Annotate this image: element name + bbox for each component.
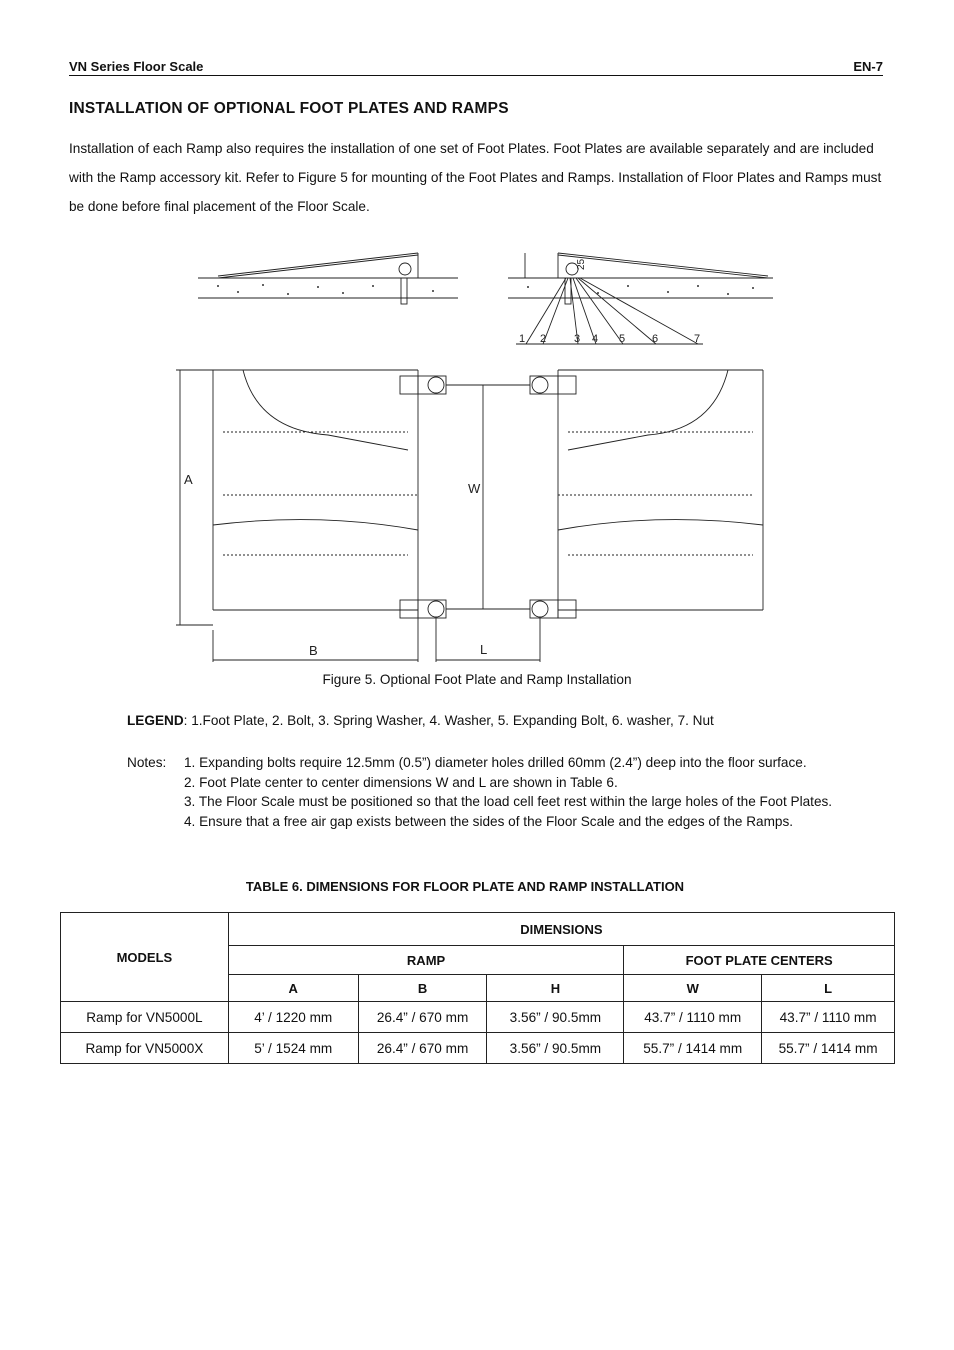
callout-1: 1 bbox=[519, 333, 526, 345]
dimension-label-w: W bbox=[468, 481, 481, 496]
figure-caption: Figure 5. Optional Foot Plate and Ramp Installation bbox=[322, 672, 632, 687]
column-header-b: B bbox=[358, 975, 487, 1002]
dimension-label-b: B bbox=[309, 643, 318, 658]
table-cell: 4’ / 1220 mm bbox=[228, 1002, 358, 1033]
table-cell: 43.7” / 1110 mm bbox=[762, 1002, 895, 1033]
callout-2: 2 bbox=[540, 333, 547, 345]
callout-4: 4 bbox=[592, 333, 599, 345]
table-row bbox=[61, 1033, 895, 1064]
table-cell: 55.7” / 1414 mm bbox=[624, 1033, 762, 1064]
legend-text: : 1.Foot Plate, 2. Bolt, 3. Spring Washer, 4. Washer, 5. Expanding Bolt, 6. washer, 7. Nut bbox=[183, 713, 714, 728]
notes-label: Notes: bbox=[127, 755, 167, 770]
foot-plate-centers-header: FOOT PLATE CENTERS bbox=[624, 946, 895, 975]
callout-7: 7 bbox=[694, 333, 701, 345]
note-item: 2. Foot Plate center to center dimensions W and L are shown in Table 6. bbox=[184, 774, 618, 790]
column-header-w: W bbox=[624, 975, 762, 1002]
header-title: VN Series Floor Scale bbox=[69, 59, 204, 74]
notes-list bbox=[184, 753, 904, 831]
column-header-l: L bbox=[762, 975, 895, 1002]
model-cell: Ramp for VN5000L bbox=[61, 1002, 229, 1033]
left-scale-plan bbox=[213, 370, 446, 618]
table-cell: 26.4” / 670 mm bbox=[358, 1002, 487, 1033]
right-ramp-elevation bbox=[508, 253, 773, 344]
legend-label: LEGEND bbox=[127, 713, 184, 728]
dimension-label-l: L bbox=[480, 642, 488, 657]
callout-6: 6 bbox=[652, 333, 659, 345]
dimension-25: 25 bbox=[576, 258, 587, 270]
table-cell: 3.56” / 90.5mm bbox=[487, 1002, 624, 1033]
table-cell: 43.7” / 1110 mm bbox=[624, 1002, 762, 1033]
page-header bbox=[69, 58, 883, 76]
column-header-a: A bbox=[228, 975, 358, 1002]
model-cell: Ramp for VN5000X bbox=[61, 1033, 229, 1064]
table-cell: 5’ / 1524 mm bbox=[228, 1033, 358, 1064]
table-cell: 55.7” / 1414 mm bbox=[762, 1033, 895, 1064]
right-scale-plan bbox=[530, 370, 763, 618]
table-cell: 3.56” / 90.5mm bbox=[487, 1033, 624, 1064]
note-item: 4. Ensure that a free air gap exists between the sides of the Floor Scale and the edges of the Ramps. bbox=[184, 813, 794, 829]
table-caption: TABLE 6. DIMENSIONS FOR FLOOR PLATE AND RAMP INSTALLATION bbox=[245, 879, 685, 894]
section-title: INSTALLATION OF OPTIONAL FOOT PLATES AND RAMPS bbox=[69, 100, 509, 117]
callout-3: 3 bbox=[574, 333, 581, 345]
table-row bbox=[61, 1002, 895, 1033]
callout-5: 5 bbox=[619, 333, 626, 345]
dimensions-header: DIMENSIONS bbox=[228, 913, 894, 946]
page-number: EN-7 bbox=[853, 59, 883, 74]
legend bbox=[127, 713, 714, 728]
column-header-h: H bbox=[487, 975, 624, 1002]
ramp-header: RAMP bbox=[228, 946, 624, 975]
dimensions-table bbox=[60, 912, 895, 1064]
models-header: MODELS bbox=[61, 913, 229, 1002]
dimension-label-a: A bbox=[184, 472, 193, 487]
intro-paragraph: Installation of each Ramp also requires the installation of one set of Foot Plates. Foot Plates are available separately and are included with the Ramp accessory kit. Refer to Figure 5 for mounting of the Foot Plates and Ramps. Installation of Floor Plates and Ramps must be done before final placement of the Floor Scale. bbox=[69, 141, 882, 214]
table-cell: 26.4” / 670 mm bbox=[358, 1033, 487, 1064]
note-item: 1. Expanding bolts require 12.5mm (0.5”) diameter holes drilled 60mm (2.4”) deep into the floor surface. bbox=[184, 755, 807, 770]
left-ramp-elevation bbox=[198, 253, 458, 304]
note-item: 3. The Floor Scale must be positioned so that the load cell feet rest within the large holes of the Foot Plates. bbox=[184, 794, 833, 809]
installation-figure bbox=[168, 250, 776, 662]
